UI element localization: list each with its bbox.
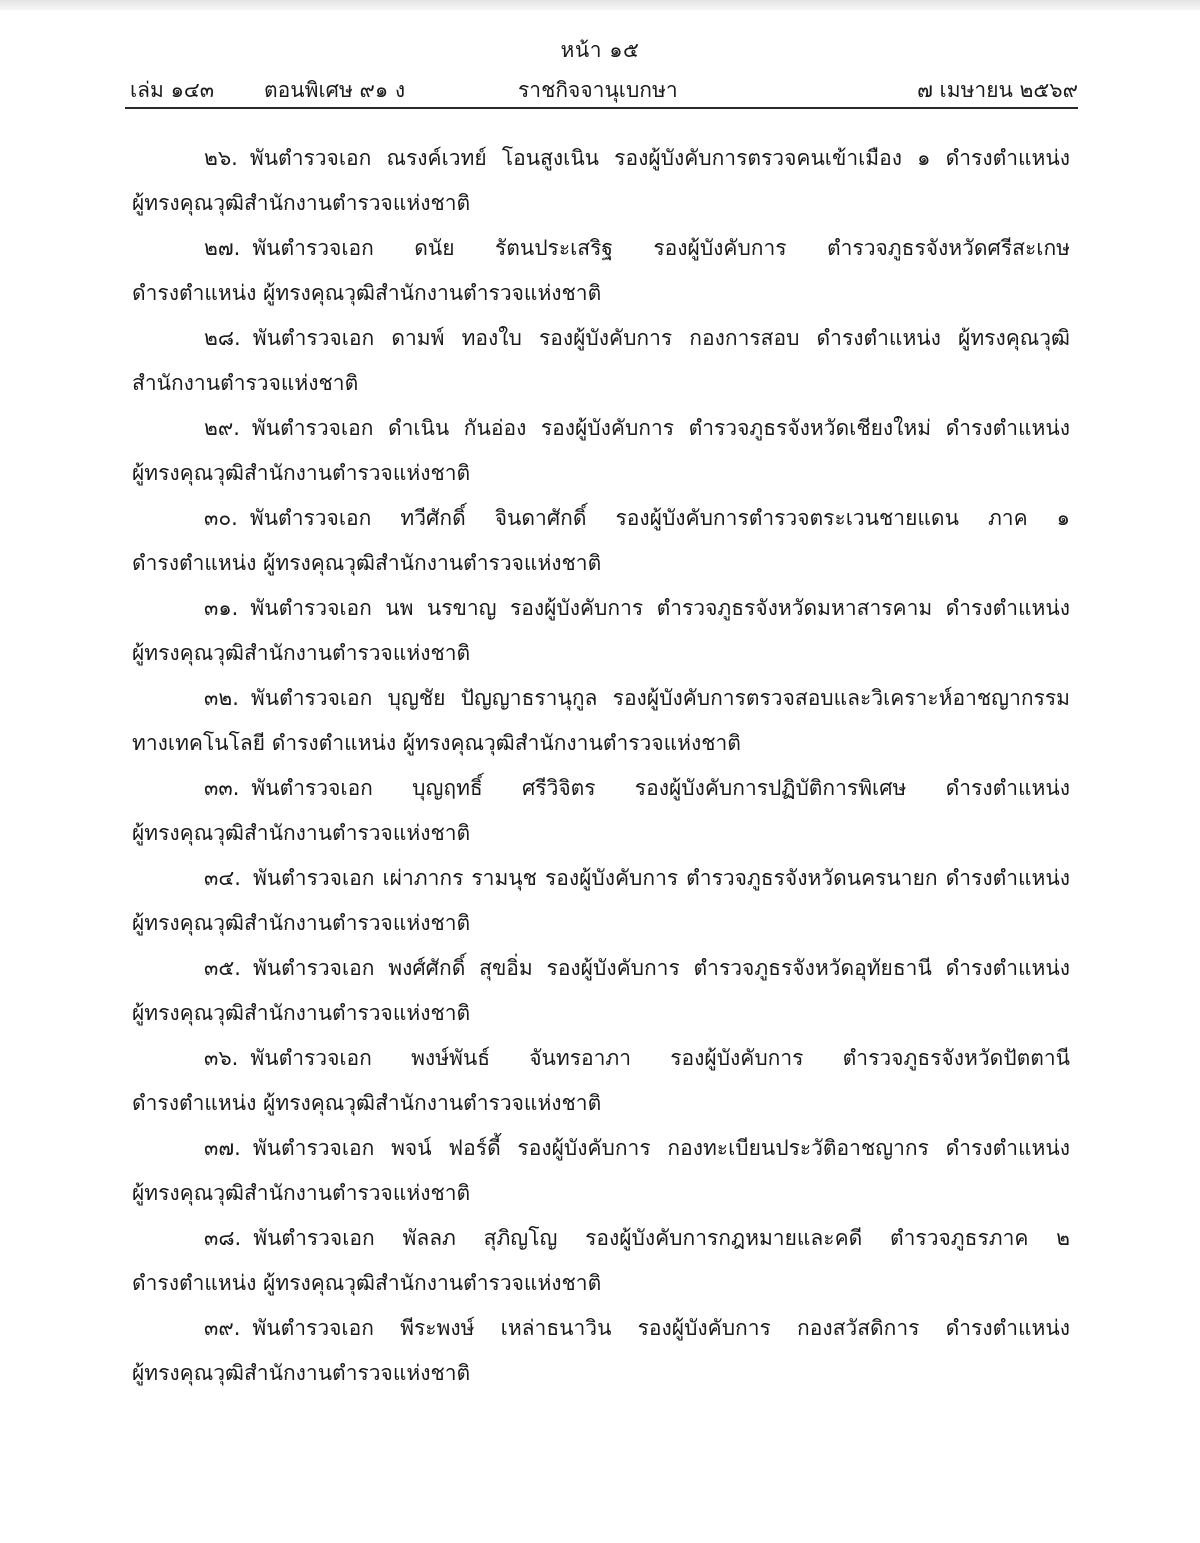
list-item — [132, 676, 1070, 766]
item-text-line2: ดำรงตำแหน่ง ผู้ทรงคุณวุฒิสำนักงานตำรวจแห่งชาติ — [132, 1271, 602, 1295]
list-item — [132, 946, 1070, 1036]
item-text-line2: ผู้ทรงคุณวุฒิสำนักงานตำรวจแห่งชาติ — [132, 641, 471, 665]
item-number: ๒๘. — [204, 326, 241, 350]
item-text-line2: สำนักงานตำรวจแห่งชาติ — [132, 371, 359, 395]
item-text-line2: ดำรงตำแหน่ง ผู้ทรงคุณวุฒิสำนักงานตำรวจแห่งชาติ — [132, 551, 602, 575]
item-text-line1: พันตำรวจเอก พงศ์ศักดิ์ สุขอิ่ม รองผู้บังคับการ ตำรวจภูธรจังหวัดอุทัยธานี ดำรงตำแหน่ง — [252, 956, 1070, 980]
item-text-line2: ผู้ทรงคุณวุฒิสำนักงานตำรวจแห่งชาติ — [132, 1001, 471, 1025]
item-text-line1: พันตำรวจเอก ทวีศักดิ์ จินดาศักดิ์ รองผู้บังคับการตำรวจตระเวนชายแดน ภาค ๑ — [249, 506, 1070, 530]
item-text-line1: พันตำรวจเอก พัลลภ สุภิญโญ รองผู้บังคับการกฎหมายและคดี ตำรวจภูธรภาค ๒ — [253, 1226, 1070, 1250]
publication-date: ๗ เมษายน ๒๕๖๙ — [917, 78, 1078, 102]
item-number: ๓๙. — [204, 1316, 241, 1340]
list-item — [132, 136, 1070, 226]
list-item — [132, 586, 1070, 676]
item-text-line2: ผู้ทรงคุณวุฒิสำนักงานตำรวจแห่งชาติ — [132, 1361, 471, 1385]
list-item — [132, 316, 1070, 406]
appointment-list — [132, 136, 1070, 1396]
list-item — [132, 1126, 1070, 1216]
running-head — [130, 74, 1078, 104]
list-item — [132, 1306, 1070, 1396]
item-number: ๓๑. — [204, 596, 239, 620]
item-text-line2: ผู้ทรงคุณวุฒิสำนักงานตำรวจแห่งชาติ — [132, 821, 471, 845]
item-number: ๓๘. — [204, 1226, 242, 1250]
item-text-line1: พันตำรวจเอก เผ่าภากร รามนุช รองผู้บังคับการ ตำรวจภูธรจังหวัดนครนายก ดำรงตำแหน่ง — [252, 866, 1070, 890]
gazette-name: ราชกิจจานุเบกษา — [518, 78, 678, 102]
item-text-line2: ดำรงตำแหน่ง ผู้ทรงคุณวุฒิสำนักงานตำรวจแห่งชาติ — [132, 281, 602, 305]
item-number: ๓๐. — [204, 506, 238, 530]
list-item — [132, 1216, 1070, 1306]
item-text-line1: พันตำรวจเอก ดนัย รัตนประเสริฐ รองผู้บังคับการ ตำรวจภูธรจังหวัดศรีสะเกษ — [252, 236, 1070, 260]
item-number: ๓๕. — [204, 956, 241, 980]
item-text-line2: ผู้ทรงคุณวุฒิสำนักงานตำรวจแห่งชาติ — [132, 461, 471, 485]
volume-label: เล่ม ๑๔๓ — [130, 78, 215, 102]
item-number: ๓๓. — [204, 776, 240, 800]
item-number: ๓๔. — [204, 866, 241, 890]
item-text-line2: ดำรงตำแหน่ง ผู้ทรงคุณวุฒิสำนักงานตำรวจแห่งชาติ — [132, 1091, 602, 1115]
item-text-line1: พันตำรวจเอก บุญชัย ปัญญาธรานุกูล รองผู้บังคับการตรวจสอบและวิเคราะห์อาชญากรรม — [250, 686, 1070, 710]
item-text-line2: ผู้ทรงคุณวุฒิสำนักงานตำรวจแห่งชาติ — [132, 911, 471, 935]
issue-label: ตอนพิเศษ ๙๑ ง — [264, 78, 406, 102]
item-number: ๒๖. — [204, 146, 238, 170]
list-item — [132, 496, 1070, 586]
item-text-line2: ทางเทคโนโลยี ดำรงตำแหน่ง ผู้ทรงคุณวุฒิสำนักงานตำรวจแห่งชาติ — [132, 731, 741, 755]
list-item — [132, 226, 1070, 316]
item-text-line1: พันตำรวจเอก ณรงค์เวทย์ โอนสูงเนิน รองผู้บังคับการตรวจคนเข้าเมือง ๑ ดำรงตำแหน่ง — [249, 146, 1070, 170]
item-number: ๒๗. — [204, 236, 241, 260]
item-text-line1: พันตำรวจเอก พจน์ ฟอร์ดี้ รองผู้บังคับการ กองทะเบียนประวัติอาชญากร ดำรงตำแหน่ง — [252, 1136, 1070, 1160]
item-number: ๓๗. — [204, 1136, 241, 1160]
item-number: ๒๙. — [204, 416, 240, 440]
item-text-line1: พันตำรวจเอก พงษ์พันธ์ จันทรอาภา รองผู้บังคับการ ตำรวจภูธรจังหวัดปัตตานี — [250, 1046, 1070, 1070]
item-text-line2: ผู้ทรงคุณวุฒิสำนักงานตำรวจแห่งชาติ — [132, 1181, 471, 1205]
item-text-line2: ผู้ทรงคุณวุฒิสำนักงานตำรวจแห่งชาติ — [132, 191, 471, 215]
item-text-line1: พันตำรวจเอก บุญฤทธิ์ ศรีวิจิตร รองผู้บังคับการปฏิบัติการพิเศษ ดำรงตำแหน่ง — [251, 776, 1070, 800]
item-number: ๓๖. — [204, 1046, 239, 1070]
item-text-line1: พันตำรวจเอก พีระพงษ์ เหล่าธนาวิน รองผู้บังคับการ กองสวัสดิการ ดำรงตำแหน่ง — [252, 1316, 1070, 1340]
list-item — [132, 406, 1070, 496]
item-text-line1: พันตำรวจเอก ดำเนิน กันอ่อง รองผู้บังคับการ ตำรวจภูธรจังหวัดเชียงใหม่ ดำรงตำแหน่ง — [251, 416, 1070, 440]
item-number: ๓๒. — [204, 686, 239, 710]
list-item — [132, 766, 1070, 856]
header-divider — [125, 107, 1078, 109]
item-text-line1: พันตำรวจเอก ดามพ์ ทองใบ รองผู้บังคับการ กองการสอบ ดำรงตำแหน่ง ผู้ทรงคุณวุฒิ — [252, 326, 1070, 350]
page-number: หน้า ๑๕ — [560, 38, 640, 62]
list-item — [132, 1036, 1070, 1126]
item-text-line1: พันตำรวจเอก นพ นรขาญ รองผู้บังคับการ ตำรวจภูธรจังหวัดมหาสารคาม ดำรงตำแหน่ง — [250, 596, 1070, 620]
list-item — [132, 856, 1070, 946]
